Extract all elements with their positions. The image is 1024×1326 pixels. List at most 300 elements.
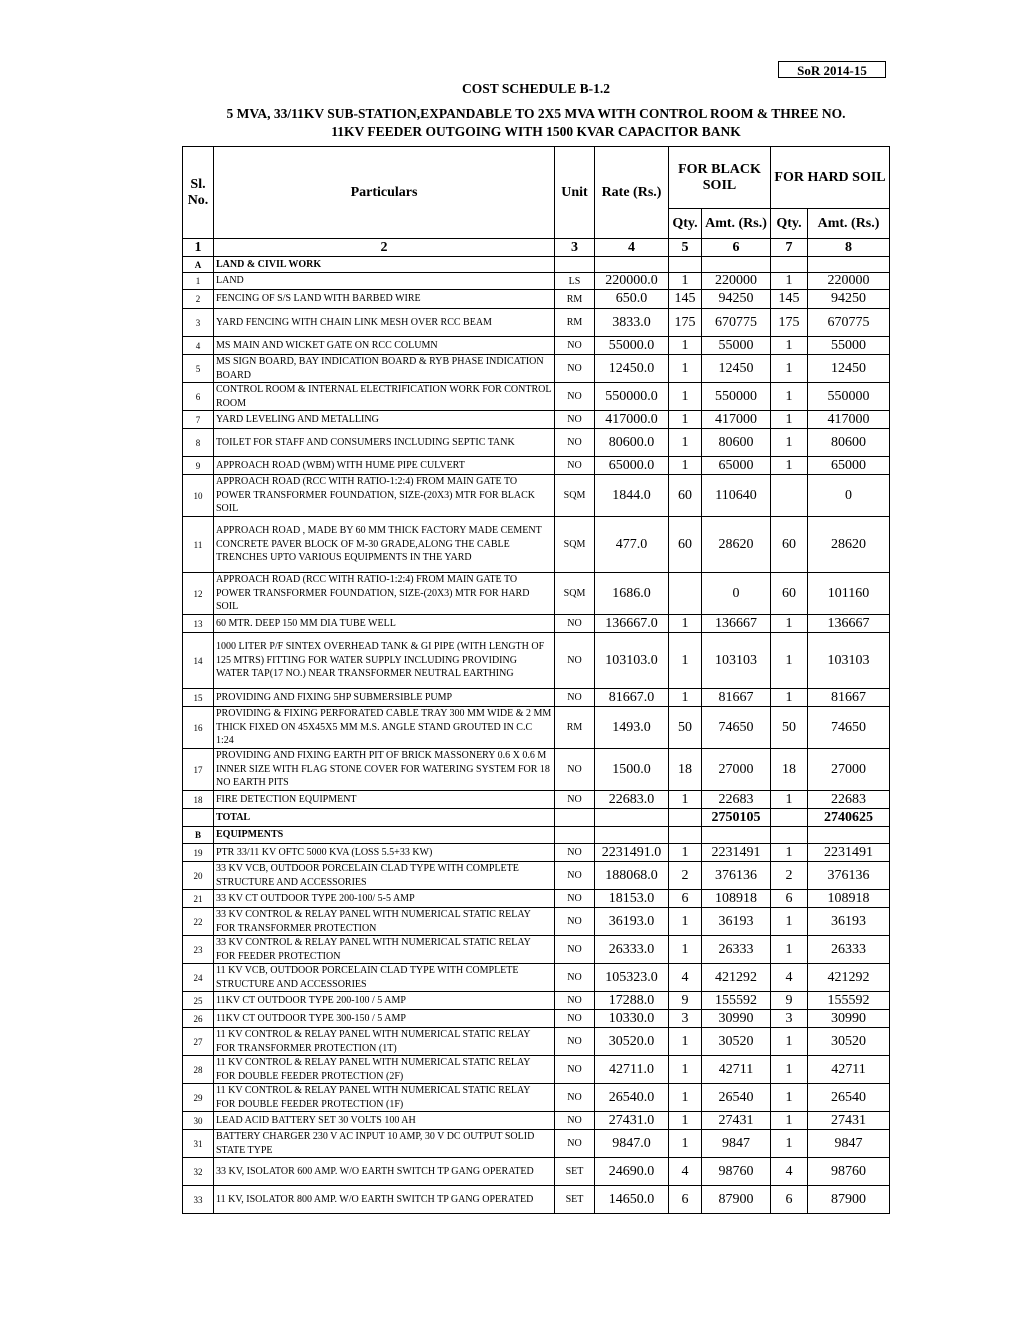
cell-amt-black: 108918 [702,890,771,908]
cell-rate: 103103.0 [595,633,669,689]
cell-sl-no: 31 [183,1130,214,1158]
cell-rate: 188068.0 [595,862,669,890]
table-row [183,908,890,936]
cell-amt-hard: 55000 [808,337,890,355]
cell-sl-no: 25 [183,992,214,1010]
cell-qty-black [669,573,702,615]
header-hard-soil: FOR HARD SOIL [771,147,890,209]
cell-rate: 9847.0 [595,1130,669,1158]
cell-qty-black: 1 [669,633,702,689]
table-row [183,383,890,411]
cell-rate [595,827,669,844]
cell-unit: RM [555,290,595,309]
cell-rate: 550000.0 [595,383,669,411]
cell-unit: NO [555,908,595,936]
table-row [183,1084,890,1112]
table-row [183,1028,890,1056]
cell-particulars: 33 KV, ISOLATOR 600 AMP. W/O EARTH SWITCH TP GANG OPERATED [214,1158,555,1186]
subtitle-line-2: 11KV FEEDER OUTGOING WITH 1500 KVAR CAPACITOR BANK [331,124,741,139]
cell-rate: 3833.0 [595,309,669,337]
cell-qty-hard: 2 [771,862,808,890]
cell-sl-no: 28 [183,1056,214,1084]
cell-particulars: LEAD ACID BATTERY SET 30 VOLTS 100 AH [214,1112,555,1130]
cell-rate: 105323.0 [595,964,669,992]
cell-amt-hard: 80600 [808,429,890,457]
cell-particulars: LAND [214,273,555,290]
column-number: 3 [555,239,595,257]
cell-amt-black: 670775 [702,309,771,337]
cell-amt-hard: 220000 [808,273,890,290]
cell-sl-no: 21 [183,890,214,908]
cell-particulars: MS MAIN AND WICKET GATE ON RCC COLUMN [214,337,555,355]
cell-rate: 65000.0 [595,457,669,475]
cell-qty-hard: 60 [771,517,808,573]
cell-amt-hard: 101160 [808,573,890,615]
cell-qty-black [669,827,702,844]
cell-particulars: 11 KV CONTROL & RELAY PANEL WITH NUMERICAL STATIC RELAY FOR DOUBLE FEEDER PROTECTION (2F) [214,1056,555,1084]
table-row [183,337,890,355]
table-row [183,1112,890,1130]
cell-amt-hard: 376136 [808,862,890,890]
cell-amt-black: 98760 [702,1158,771,1186]
header-qty-black: Qty. [669,209,702,239]
subtitle-line-1: 5 MVA, 33/11KV SUB-STATION,EXPANDABLE TO 2X5 MVA WITH CONTROL ROOM & THREE NO. [226,106,846,121]
column-number: 6 [702,239,771,257]
cell-particulars: 11KV CT OUTDOOR TYPE 300-150 / 5 AMP [214,1010,555,1028]
cell-amt-hard: 94250 [808,290,890,309]
cell-sl-no: 12 [183,573,214,615]
cell-rate [595,809,669,827]
cell-amt-black: 30520 [702,1028,771,1056]
cell-sl-no: 19 [183,844,214,862]
table-row [183,936,890,964]
cell-qty-black: 1 [669,1112,702,1130]
cell-amt-hard [808,257,890,273]
cell-qty-black: 1 [669,936,702,964]
cell-amt-black: 2750105 [702,809,771,827]
cell-particulars: 11 KV CONTROL & RELAY PANEL WITH NUMERICAL STATIC RELAY FOR DOUBLE FEEDER PROTECTION (1F) [214,1084,555,1112]
table-row [183,992,890,1010]
cell-rate: 1493.0 [595,707,669,749]
cell-amt-black [702,827,771,844]
cell-amt-hard: 36193 [808,908,890,936]
cell-qty-black: 1 [669,355,702,383]
cell-particulars: 60 MTR. DEEP 150 MM DIA TUBE WELL [214,615,555,633]
table-row [183,457,890,475]
cell-qty-hard: 3 [771,1010,808,1028]
cell-amt-black: 26333 [702,936,771,964]
cell-unit: NO [555,1130,595,1158]
cell-amt-hard: 103103 [808,633,890,689]
cell-sl-no: 16 [183,707,214,749]
cell-rate [595,257,669,273]
header-black-soil: FOR BLACK SOIL [669,147,771,209]
cell-unit: NO [555,844,595,862]
cell-particulars: FIRE DETECTION EQUIPMENT [214,791,555,809]
cell-qty-black: 1 [669,429,702,457]
cell-unit: NO [555,1010,595,1028]
cell-qty-hard: 6 [771,890,808,908]
cell-rate: 477.0 [595,517,669,573]
table-row [183,615,890,633]
cell-particulars: YARD LEVELING AND METALLING [214,411,555,429]
cell-qty-hard [771,809,808,827]
cell-particulars: 33 KV CONTROL & RELAY PANEL WITH NUMERICAL STATIC RELAY FOR TRANSFORMER PROTECTION [214,908,555,936]
cell-amt-hard: 98760 [808,1158,890,1186]
cell-amt-hard: 0 [808,475,890,517]
sor-label: SoR 2014-15 [778,61,886,78]
cell-rate: 1686.0 [595,573,669,615]
cell-qty-black: 1 [669,337,702,355]
cell-qty-hard: 1 [771,1084,808,1112]
cell-sl-no: 22 [183,908,214,936]
cell-amt-hard: 136667 [808,615,890,633]
cell-rate: 220000.0 [595,273,669,290]
cell-sl-no: 7 [183,411,214,429]
cell-sl-no [183,809,214,827]
cell-rate: 27431.0 [595,1112,669,1130]
cell-unit: NO [555,355,595,383]
cell-qty-hard: 1 [771,355,808,383]
cell-sl-no: 5 [183,355,214,383]
cell-rate: 10330.0 [595,1010,669,1028]
cell-particulars: TOILET FOR STAFF AND CONSUMERS INCLUDING SEPTIC TANK [214,429,555,457]
cell-qty-hard [771,827,808,844]
cell-amt-black [702,257,771,273]
cell-amt-hard: 108918 [808,890,890,908]
cell-particulars: 1000 LITER P/F SINTEX OVERHEAD TANK & GI PIPE (WITH LENGTH OF 125 MTRS) FITTING FOR WATER SUPPLY INCLUDING PROVIDING WATER TAP(17 NO.) NEAR TRANSFORMER NEUTRAL EARTHING [214,633,555,689]
cell-particulars: 33 KV CT OUTDOOR TYPE 200-100/ 5-5 AMP [214,890,555,908]
table-row [183,290,890,309]
cell-unit: NO [555,1056,595,1084]
column-number: 4 [595,239,669,257]
table-row [183,862,890,890]
cell-particulars: TOTAL [214,809,555,827]
cell-rate: 17288.0 [595,992,669,1010]
cell-particulars: PROVIDING AND FIXING 5HP SUBMERSIBLE PUMP [214,689,555,707]
cell-particulars: 11 KV VCB, OUTDOOR PORCELAIN CLAD TYPE WITH COMPLETE STRUCTURE AND ACCESSORIES [214,964,555,992]
cell-qty-hard: 6 [771,1186,808,1214]
cell-sl-no: 14 [183,633,214,689]
cell-amt-hard: 26540 [808,1084,890,1112]
cell-qty-hard: 1 [771,457,808,475]
header-amt-hard: Amt. (Rs.) [808,209,890,239]
cell-sl-no: 15 [183,689,214,707]
header-qty-hard: Qty. [771,209,808,239]
table-row [183,1130,890,1158]
cell-particulars: APPROACH ROAD , MADE BY 60 MM THICK FACTORY MADE CEMENT CONCRETE PAVER BLOCK OF M-30 GRADE,ALONG THE CABLE TRENCHES UPTO VARIOUS EQUIPMENTS IN THE YARD [214,517,555,573]
cell-qty-hard: 1 [771,633,808,689]
cell-unit: NO [555,862,595,890]
cell-unit: NO [555,964,595,992]
cell-sl-no: 33 [183,1186,214,1214]
cell-amt-hard: 30520 [808,1028,890,1056]
cell-qty-hard: 1 [771,1112,808,1130]
cell-qty-black: 175 [669,309,702,337]
table-row [183,475,890,517]
cell-rate: 2231491.0 [595,844,669,862]
cell-qty-black: 60 [669,475,702,517]
column-number: 2 [214,239,555,257]
cell-amt-black: 2231491 [702,844,771,862]
cell-particulars: PTR 33/11 KV OFTC 5000 KVA (LOSS 5.5+33 KW) [214,844,555,862]
cell-rate: 26540.0 [595,1084,669,1112]
header-sl-no: Sl. No. [183,147,214,239]
cell-sl-no: 10 [183,475,214,517]
cell-qty-hard [771,475,808,517]
cell-amt-hard: 28620 [808,517,890,573]
cell-unit: SQM [555,517,595,573]
cell-amt-black: 27431 [702,1112,771,1130]
cell-sl-no: 17 [183,749,214,791]
cell-rate: 42711.0 [595,1056,669,1084]
table-row [183,355,890,383]
cell-rate: 30520.0 [595,1028,669,1056]
cell-qty-hard: 1 [771,615,808,633]
column-number: 7 [771,239,808,257]
cell-qty-black: 1 [669,273,702,290]
table-row [183,791,890,809]
cell-qty-black: 4 [669,964,702,992]
cell-particulars: CONTROL ROOM & INTERNAL ELECTRIFICATION WORK FOR CONTROL ROOM [214,383,555,411]
cell-particulars: LAND & CIVIL WORK [214,257,555,273]
table-row [183,1056,890,1084]
table-body [183,257,890,1214]
cell-sl-no: 2 [183,290,214,309]
cell-qty-hard: 4 [771,964,808,992]
cell-amt-hard: 417000 [808,411,890,429]
cell-particulars: YARD FENCING WITH CHAIN LINK MESH OVER RCC BEAM [214,309,555,337]
cell-qty-hard [771,257,808,273]
cell-amt-black: 94250 [702,290,771,309]
cell-unit: NO [555,615,595,633]
cell-sl-no: 13 [183,615,214,633]
cell-rate: 18153.0 [595,890,669,908]
cell-amt-black: 65000 [702,457,771,475]
cell-qty-hard: 1 [771,844,808,862]
cell-unit: LS [555,273,595,290]
cell-sl-no: B [183,827,214,844]
cell-amt-hard: 26333 [808,936,890,964]
cell-amt-black: 81667 [702,689,771,707]
column-number-row [183,239,890,257]
cell-amt-black: 80600 [702,429,771,457]
cell-qty-hard: 1 [771,429,808,457]
cell-qty-black: 145 [669,290,702,309]
cell-qty-hard: 1 [771,1130,808,1158]
cell-qty-black: 50 [669,707,702,749]
cell-amt-hard: 2740625 [808,809,890,827]
cell-sl-no: 30 [183,1112,214,1130]
cell-amt-black: 136667 [702,615,771,633]
cell-amt-black: 550000 [702,383,771,411]
cell-amt-hard: 27431 [808,1112,890,1130]
cell-unit: SQM [555,573,595,615]
cell-amt-hard: 550000 [808,383,890,411]
cell-unit: NO [555,411,595,429]
cell-particulars: BATTERY CHARGER 230 V AC INPUT 10 AMP, 30 V DC OUTPUT SOLID STATE TYPE [214,1130,555,1158]
cell-sl-no: 4 [183,337,214,355]
cell-amt-black: 0 [702,573,771,615]
table-row [183,411,890,429]
cell-rate: 26333.0 [595,936,669,964]
cell-unit: NO [555,383,595,411]
table-row [183,964,890,992]
cell-rate: 80600.0 [595,429,669,457]
cell-unit: SET [555,1186,595,1214]
cell-qty-black [669,257,702,273]
total-row [183,809,890,827]
cell-unit: RM [555,707,595,749]
table-row [183,844,890,862]
cell-unit: NO [555,992,595,1010]
header-particulars: Particulars [214,147,555,239]
cell-sl-no: 23 [183,936,214,964]
cell-qty-hard: 1 [771,411,808,429]
table-row [183,429,890,457]
cell-qty-black: 18 [669,749,702,791]
cell-qty-hard: 1 [771,337,808,355]
cell-qty-black: 4 [669,1158,702,1186]
cell-amt-hard: 22683 [808,791,890,809]
cell-qty-black: 1 [669,791,702,809]
cell-qty-black: 1 [669,457,702,475]
cell-amt-black: 26540 [702,1084,771,1112]
table-row [183,707,890,749]
cell-unit [555,809,595,827]
cell-particulars: APPROACH ROAD (RCC WITH RATIO-1:2:4) FROM MAIN GATE TO POWER TRANSFORMER FOUNDATION, SIZE-(20X3) MTR FOR HARD SOIL [214,573,555,615]
cell-qty-black: 6 [669,1186,702,1214]
cell-amt-black: 27000 [702,749,771,791]
cell-amt-black: 110640 [702,475,771,517]
cell-amt-black: 30990 [702,1010,771,1028]
cell-unit: NO [555,337,595,355]
cell-qty-hard: 175 [771,309,808,337]
cell-rate: 55000.0 [595,337,669,355]
column-number: 5 [669,239,702,257]
section-row [183,827,890,844]
cell-sl-no: 18 [183,791,214,809]
cell-particulars: FENCING OF S/S LAND WITH BARBED WIRE [214,290,555,309]
cell-rate: 1500.0 [595,749,669,791]
table-row [183,573,890,615]
cell-sl-no: 6 [183,383,214,411]
document-subtitle [183,105,889,141]
cell-amt-hard: 12450 [808,355,890,383]
section-row [183,257,890,273]
cell-particulars: 11 KV, ISOLATOR 800 AMP. W/O EARTH SWITCH TP GANG OPERATED [214,1186,555,1214]
cell-qty-black: 1 [669,1084,702,1112]
cell-particulars: 33 KV VCB, OUTDOOR PORCELAIN CLAD TYPE WITH COMPLETE STRUCTURE AND ACCESSORIES [214,862,555,890]
cell-rate: 650.0 [595,290,669,309]
cell-amt-hard: 81667 [808,689,890,707]
cell-unit: SET [555,1158,595,1186]
document-title: COST SCHEDULE B-1.2 [462,81,610,96]
cell-qty-hard: 1 [771,383,808,411]
cell-sl-no: 27 [183,1028,214,1056]
cell-amt-hard: 30990 [808,1010,890,1028]
cell-qty-hard: 1 [771,908,808,936]
cell-rate: 81667.0 [595,689,669,707]
cell-rate: 417000.0 [595,411,669,429]
cell-amt-black: 12450 [702,355,771,383]
table-row [183,309,890,337]
cost-schedule-table [182,146,890,1214]
cell-qty-hard: 1 [771,791,808,809]
cell-unit: NO [555,689,595,707]
cell-qty-black: 1 [669,1130,702,1158]
cell-amt-hard: 87900 [808,1186,890,1214]
cell-amt-hard [808,827,890,844]
cell-sl-no: 26 [183,1010,214,1028]
cell-qty-black [669,809,702,827]
cell-amt-hard: 42711 [808,1056,890,1084]
cell-amt-black: 42711 [702,1056,771,1084]
cell-particulars: PROVIDING AND FIXING EARTH PIT OF BRICK MASSONERY 0.6 X 0.6 M INNER SIZE WITH FLAG STONE COVER FOR WATERING SYSTEM FOR 18 NO EARTH PITS [214,749,555,791]
cell-qty-black: 1 [669,844,702,862]
cell-qty-black: 2 [669,862,702,890]
cell-unit: NO [555,936,595,964]
table-row [183,1158,890,1186]
cell-amt-hard: 670775 [808,309,890,337]
cell-unit: NO [555,749,595,791]
table-row [183,689,890,707]
cell-amt-black: 421292 [702,964,771,992]
table-row [183,749,890,791]
cell-amt-hard: 27000 [808,749,890,791]
cell-qty-black: 1 [669,383,702,411]
cell-sl-no: 9 [183,457,214,475]
cell-qty-hard: 1 [771,1056,808,1084]
cell-qty-black: 3 [669,1010,702,1028]
cell-amt-hard: 65000 [808,457,890,475]
cell-rate: 1844.0 [595,475,669,517]
cell-qty-hard: 50 [771,707,808,749]
cell-qty-hard: 4 [771,1158,808,1186]
cell-unit: SQM [555,475,595,517]
table-row [183,1010,890,1028]
cell-unit: NO [555,429,595,457]
cell-sl-no: 1 [183,273,214,290]
cell-amt-hard: 9847 [808,1130,890,1158]
cell-particulars: APPROACH ROAD (WBM) WITH HUME PIPE CULVERT [214,457,555,475]
table-row [183,273,890,290]
cell-qty-black: 1 [669,908,702,936]
cell-sl-no: 20 [183,862,214,890]
cell-qty-black: 1 [669,411,702,429]
cell-qty-black: 1 [669,1028,702,1056]
cell-qty-hard: 9 [771,992,808,1010]
cell-qty-hard: 1 [771,1028,808,1056]
cell-amt-black: 103103 [702,633,771,689]
cell-qty-hard: 1 [771,936,808,964]
cell-sl-no: A [183,257,214,273]
cell-unit: NO [555,1028,595,1056]
cell-amt-black: 376136 [702,862,771,890]
cell-qty-hard: 1 [771,273,808,290]
cell-rate: 12450.0 [595,355,669,383]
cell-particulars: APPROACH ROAD (RCC WITH RATIO-1:2:4) FROM MAIN GATE TO POWER TRANSFORMER FOUNDATION, SIZE-(20X3) MTR FOR BLACK SOIL [214,475,555,517]
cell-sl-no: 29 [183,1084,214,1112]
cell-amt-hard: 2231491 [808,844,890,862]
cell-qty-hard: 1 [771,689,808,707]
cell-amt-black: 74650 [702,707,771,749]
cell-rate: 136667.0 [595,615,669,633]
cell-unit: RM [555,309,595,337]
cell-rate: 36193.0 [595,908,669,936]
header-rate: Rate (Rs.) [595,147,669,239]
cell-unit: NO [555,1112,595,1130]
